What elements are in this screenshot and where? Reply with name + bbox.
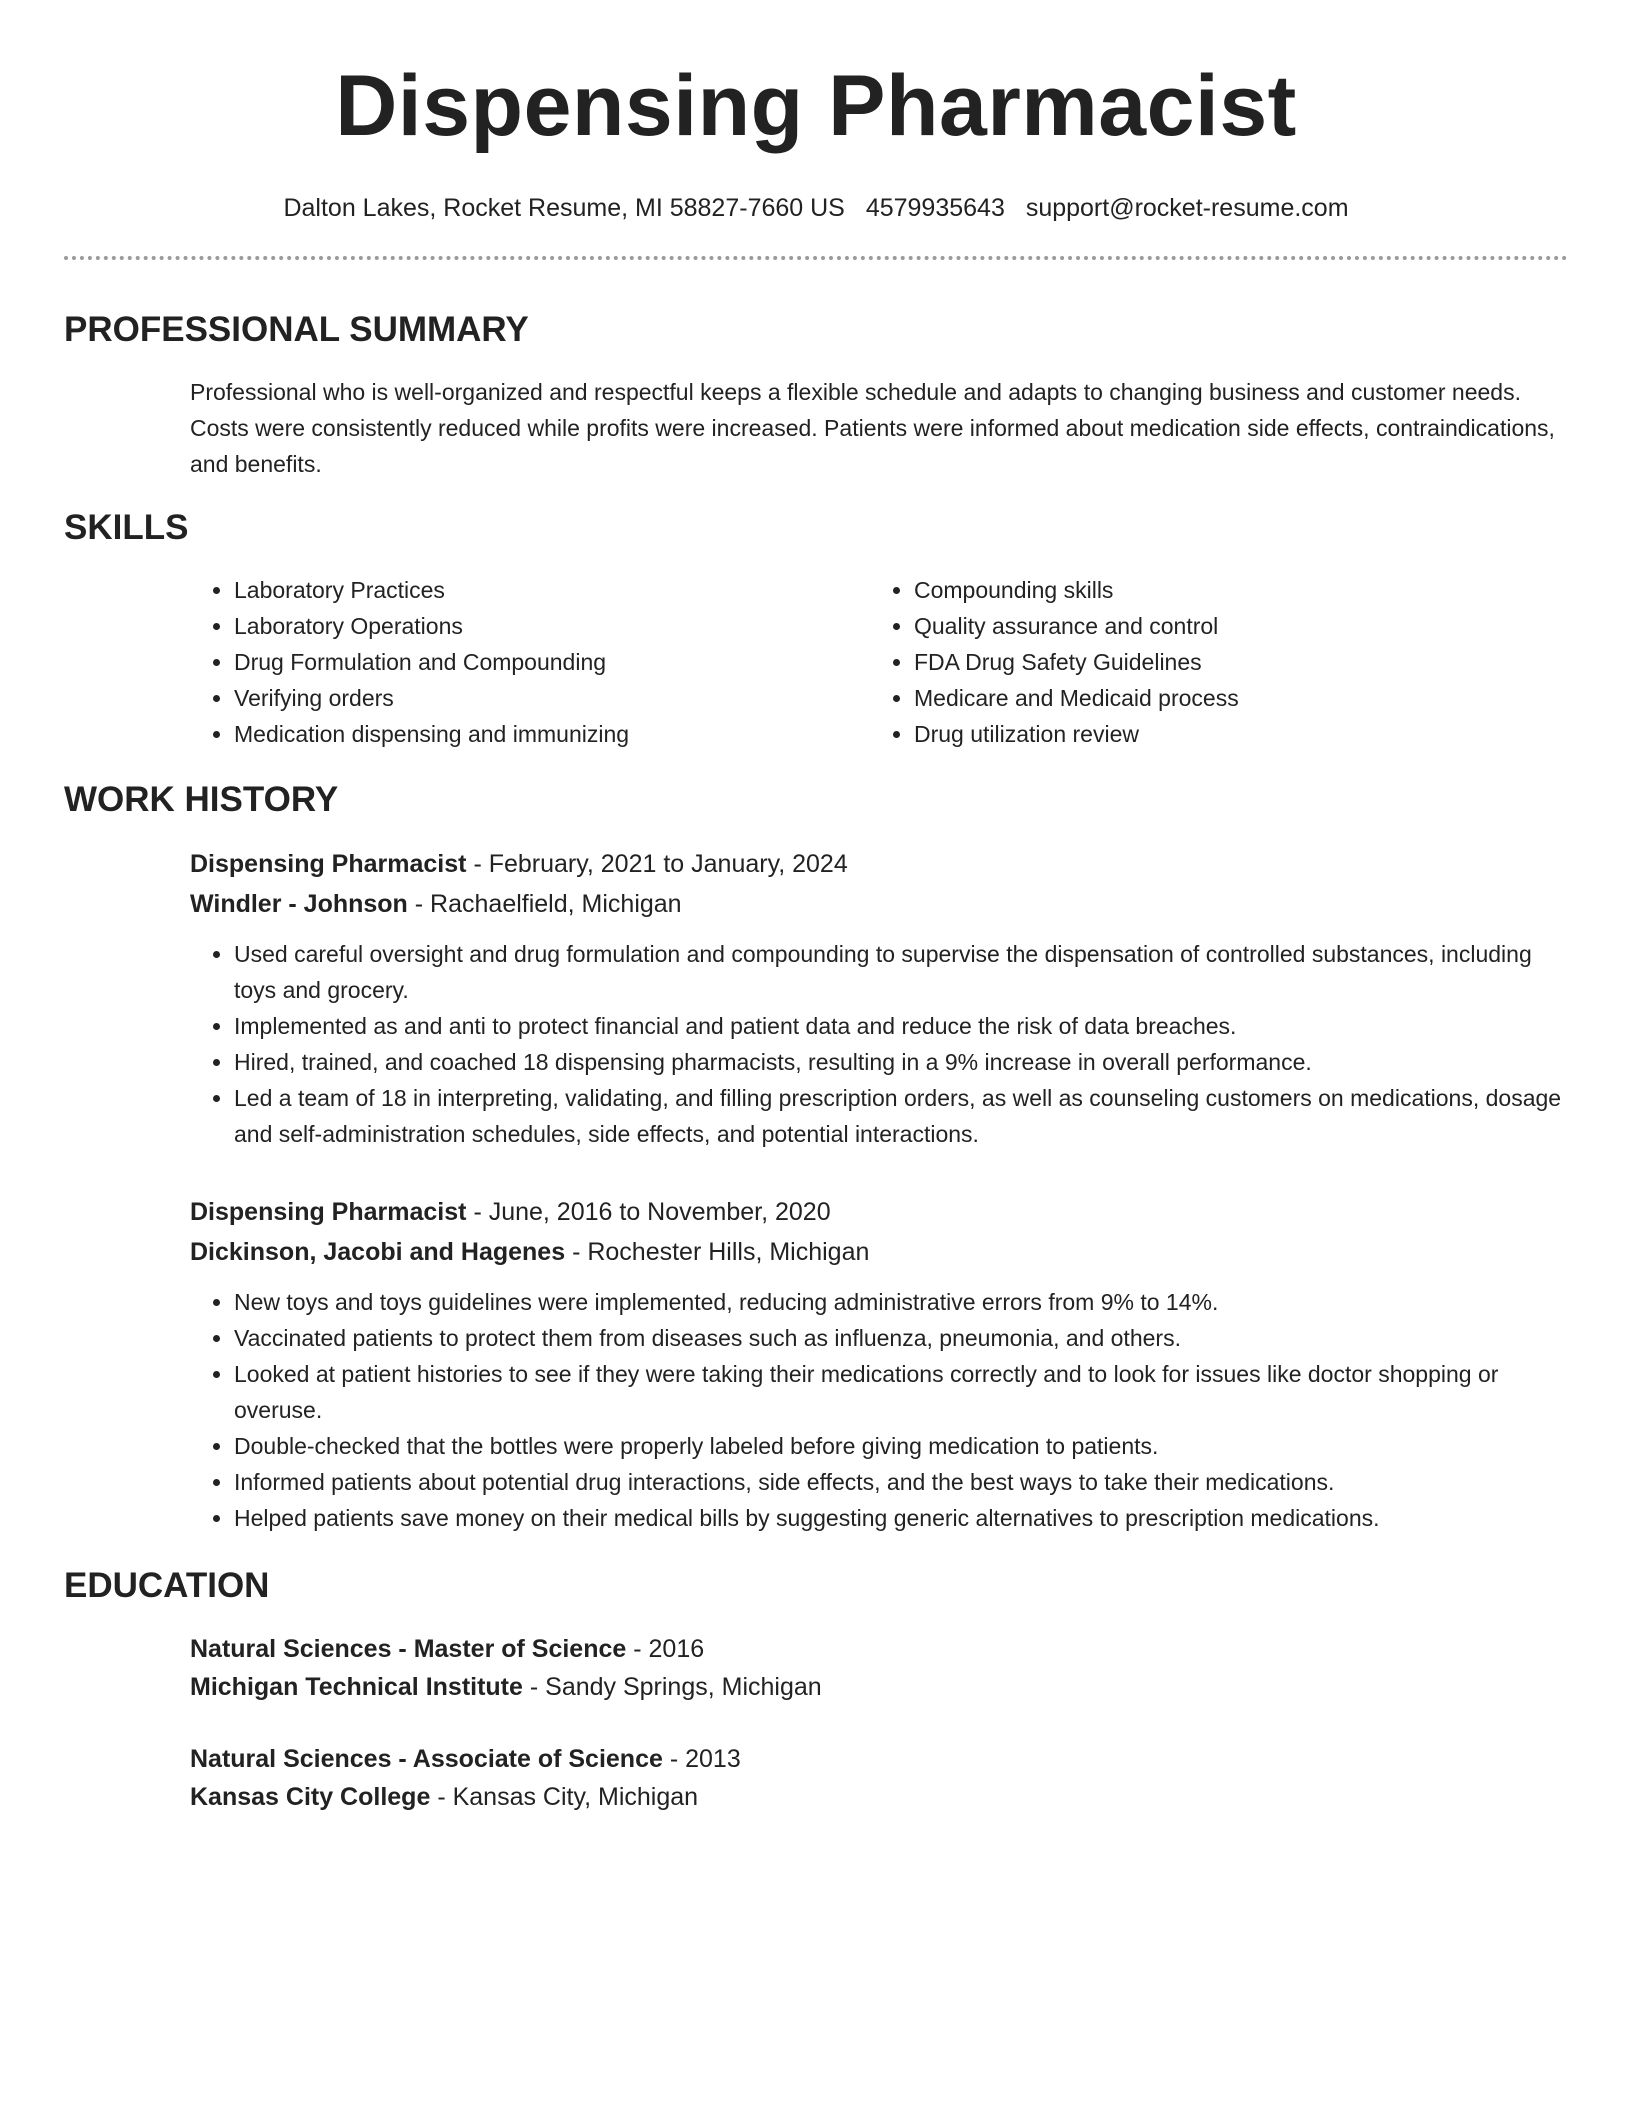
skill-item: • Drug utilization review [914, 716, 1550, 752]
job-bullet: • Implemented as and anti to protect financial and patient data and reduce the risk of data breaches. [234, 1008, 1568, 1044]
work-history-section [64, 778, 1568, 1536]
job-bullet: • Informed patients about potential drug interactions, side effects, and the best ways to take their medications. [234, 1464, 1568, 1500]
job-bullet: • Double-checked that the bottles were properly labeled before giving medication to patients. [234, 1428, 1568, 1464]
job-company-line [190, 884, 1568, 924]
job-role: Dispensing Pharmacist [190, 1198, 467, 1226]
skill-item: • Quality assurance and control [914, 608, 1550, 644]
job-bullet: • Hired, trained, and coached 18 dispensing pharmacists, resulting in a 9% increase in overall performance. [234, 1044, 1568, 1080]
skills-section [64, 506, 1568, 752]
job-bullet: • New toys and toys guidelines were implemented, reducing administrative errors from 9% to 14%. [234, 1284, 1568, 1320]
education-degree-line [190, 1630, 1568, 1668]
job-title-line [190, 1192, 1568, 1232]
job-dates: - February, 2021 to January, 2024 [473, 850, 848, 878]
section-title-skills: SKILLS [64, 508, 189, 547]
contact-address: Dalton Lakes, Rocket Resume, MI 58827-7660 US [283, 194, 845, 222]
education-school-line [190, 1778, 1568, 1816]
job-location: - Rachaelfield, Michigan [414, 890, 682, 918]
education-location: - Sandy Springs, Michigan [529, 1673, 822, 1701]
skills-column-left [190, 572, 870, 752]
contact-line [64, 192, 1568, 224]
skills-columns [190, 572, 1568, 752]
education-entry [190, 1630, 1568, 1706]
job-bullets [190, 1284, 1568, 1536]
job-entry [190, 1192, 1568, 1536]
job-role: Dispensing Pharmacist [190, 850, 467, 878]
summary-text: Professional who is well-organized and respectful keeps a flexible schedule and adapts to changing business and customer needs. Costs were consistently reduced while profits were increased. Patients were informed about medication side effects, contraindications, and benefits. [190, 379, 1555, 477]
skill-item: • Laboratory Practices [234, 572, 870, 608]
skill-item: • Verifying orders [234, 680, 870, 716]
job-dates: - June, 2016 to November, 2020 [473, 1198, 831, 1226]
resume-header [64, 0, 1568, 224]
job-bullet: • Helped patients save money on their medical bills by suggesting generic alternatives to prescription medications. [234, 1500, 1568, 1536]
job-company-line [190, 1232, 1568, 1272]
job-bullet: • Used careful oversight and drug formulation and compounding to supervise the dispensation of controlled substances, including toys and grocery. [234, 936, 1568, 1008]
job-bullets [190, 936, 1568, 1152]
education-year: - 2013 [669, 1745, 741, 1773]
education-degree-line [190, 1740, 1568, 1778]
contact-phone: 4579935643 [865, 194, 1005, 222]
job-company: Dickinson, Jacobi and Hagenes [190, 1238, 566, 1266]
skill-item: • Medication dispensing and immunizing [234, 716, 870, 752]
skills-column-right [870, 572, 1550, 752]
job-bullet: • Vaccinated patients to protect them from diseases such as influenza, pneumonia, and others. [234, 1320, 1568, 1356]
education-school-line [190, 1668, 1568, 1706]
education-entry [190, 1740, 1568, 1816]
section-title-work: WORK HISTORY [64, 780, 339, 819]
skill-item: • Medicare and Medicaid process [914, 680, 1550, 716]
job-title-line [190, 844, 1568, 884]
education-school: Michigan Technical Institute [190, 1673, 523, 1701]
skill-item: • FDA Drug Safety Guidelines [914, 644, 1550, 680]
education-location: - Kansas City, Michigan [437, 1783, 699, 1811]
education-degree: Natural Sciences - Master of Science [190, 1635, 627, 1663]
education-degree: Natural Sciences - Associate of Science [190, 1745, 663, 1773]
professional-summary-section [64, 308, 1568, 482]
header-divider [64, 256, 1568, 260]
section-title-education: EDUCATION [64, 1566, 270, 1605]
education-year: - 2016 [633, 1635, 705, 1663]
skill-item: • Laboratory Operations [234, 608, 870, 644]
education-section [64, 1564, 1568, 1816]
job-bullet: • Led a team of 18 in interpreting, validating, and filling prescription orders, as well as counseling customers on medications, dosage and self-administration schedules, side effects, and potential interactions. [234, 1080, 1568, 1152]
candidate-name: Dispensing Pharmacist [335, 58, 1297, 154]
job-location: - Rochester Hills, Michigan [572, 1238, 870, 1266]
section-title-summary: PROFESSIONAL SUMMARY [64, 310, 529, 349]
contact-email: support@rocket-resume.com [1025, 194, 1349, 222]
job-entry [190, 844, 1568, 1152]
job-bullet: • Looked at patient histories to see if they were taking their medications correctly and to look for issues like doctor shopping or overuse. [234, 1356, 1568, 1428]
job-company: Windler - Johnson [190, 890, 408, 918]
education-school: Kansas City College [190, 1783, 431, 1811]
skill-item: • Compounding skills [914, 572, 1550, 608]
skill-item: • Drug Formulation and Compounding [234, 644, 870, 680]
